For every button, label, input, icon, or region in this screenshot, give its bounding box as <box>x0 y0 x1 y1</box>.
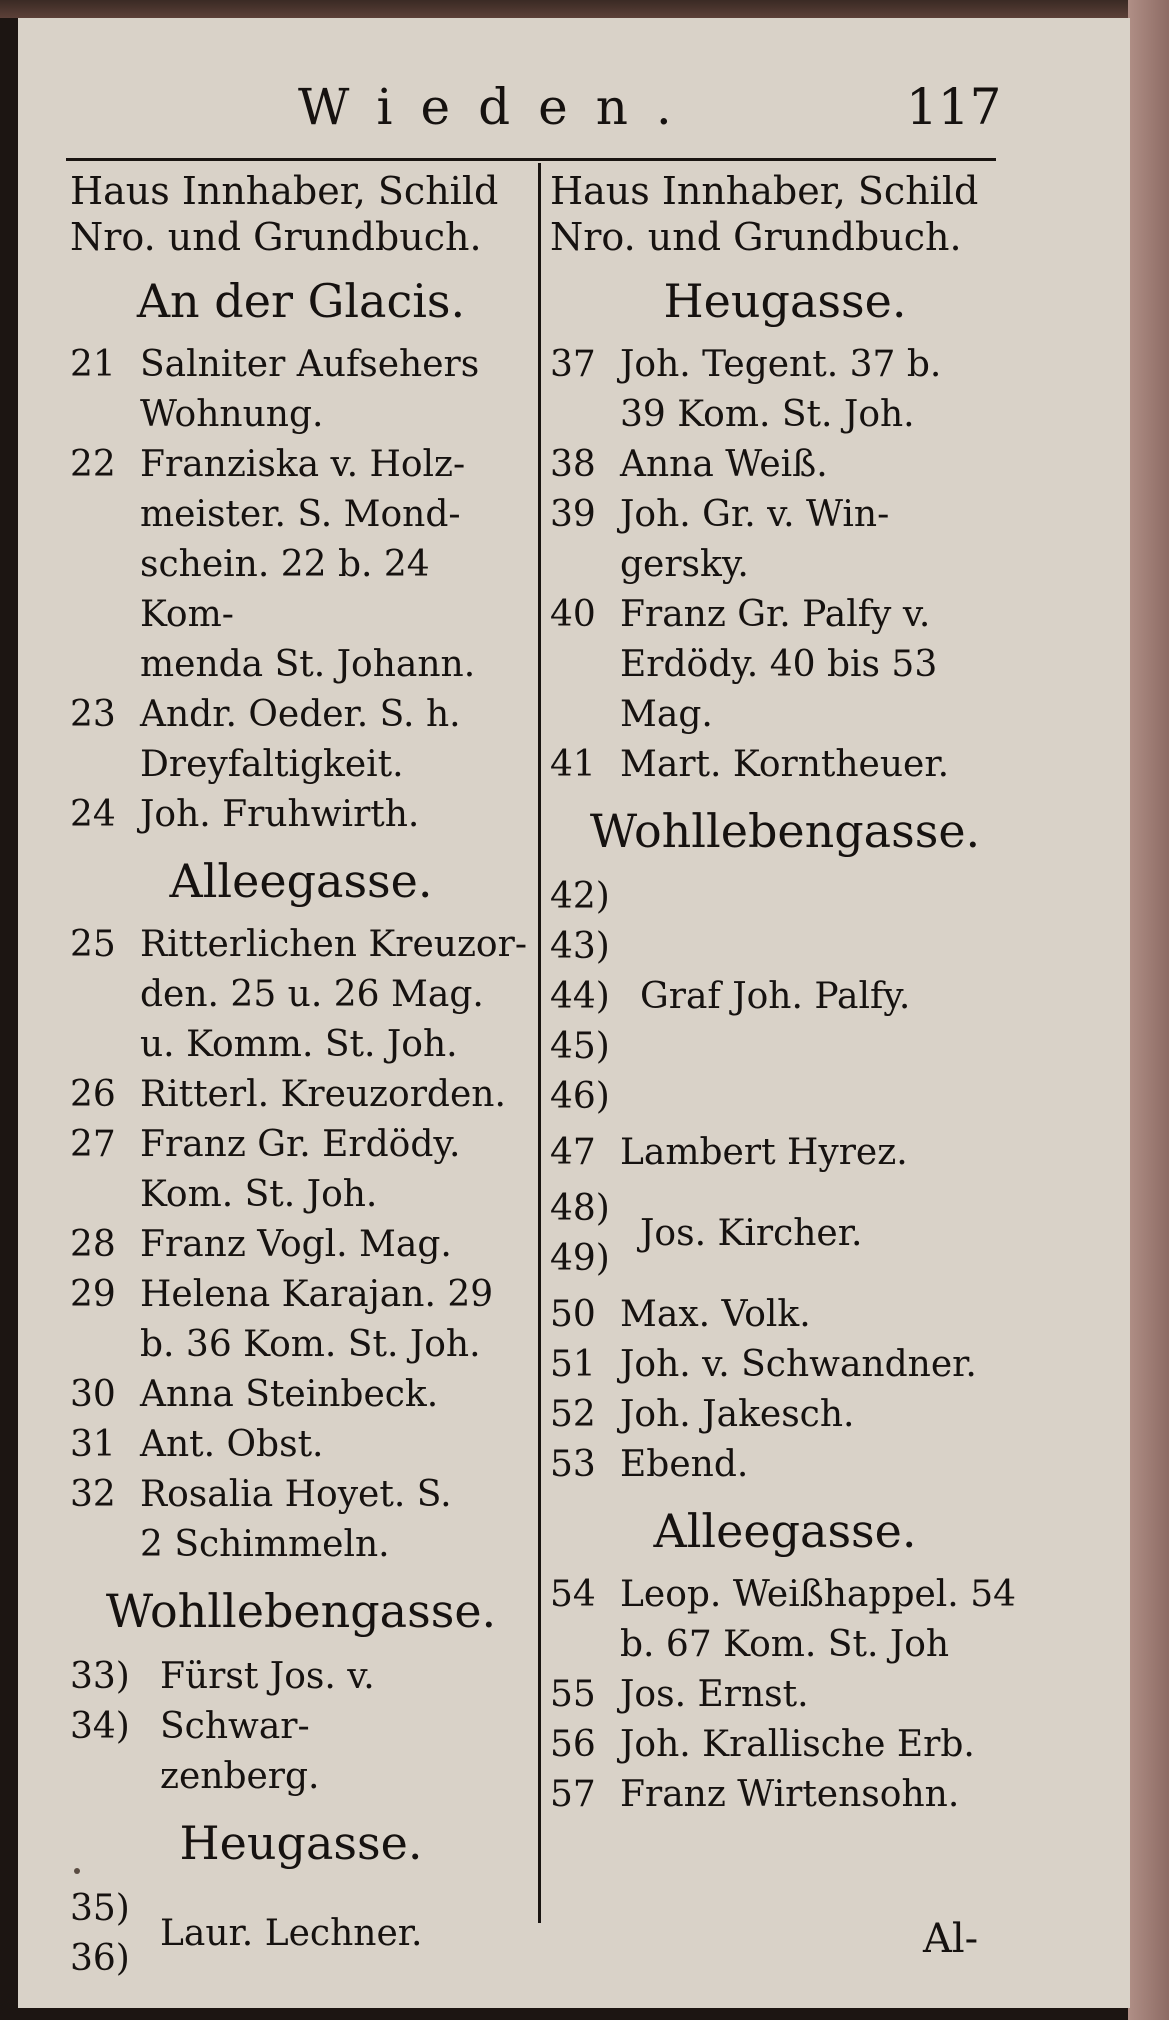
entry-line: Wohnung. <box>140 394 324 435</box>
register-entry <box>550 1390 1020 1440</box>
entry-line: Jos. Ernst. <box>620 1674 809 1715</box>
house-number: 28 <box>70 1224 116 1265</box>
entry-line: Ritterlichen Kreuzor- <box>140 924 527 965</box>
entry-line: Fürst Jos. v. Schwar- <box>160 1656 375 1747</box>
entry-line: Andr. Oeder. S. h. <box>140 694 461 735</box>
register-entry <box>70 1370 532 1420</box>
house-number-group <box>550 872 640 1122</box>
grouped-entry <box>550 1184 1020 1284</box>
register-entry <box>550 490 1020 590</box>
register-entry <box>70 1420 532 1470</box>
entry-line: Dreyfaltigkeit. <box>140 744 404 785</box>
register-entry <box>550 1440 1020 1490</box>
house-number: 36) <box>70 1938 130 1979</box>
house-number: 35) <box>70 1888 130 1929</box>
entry-line: Mart. Korntheuer. <box>620 744 950 785</box>
entry-line: Joh. Tegent. 37 b. <box>620 344 942 385</box>
house-number: 30 <box>70 1374 116 1415</box>
house-number: 23 <box>70 694 116 735</box>
ink-smudge <box>74 1868 80 1874</box>
entry-text <box>140 1420 532 1470</box>
house-number: 53 <box>550 1444 596 1485</box>
entry-line: gersky. <box>620 544 749 585</box>
left-column <box>70 168 532 1990</box>
column-divider <box>538 163 541 1923</box>
street-heading: Wohllebengasse. <box>589 804 981 858</box>
register-entry <box>70 690 532 790</box>
entry-line: schein. 22 b. 24 Kom- <box>140 544 430 635</box>
entry-text <box>140 340 532 440</box>
house-number: 50 <box>550 1294 596 1335</box>
house-number: 47 <box>550 1132 596 1173</box>
entry-line: Joh. v. Schwandner. <box>620 1344 977 1385</box>
entry-text <box>620 590 1020 740</box>
entry-line: Joh. Krallische Erb. <box>620 1724 975 1765</box>
register-entry <box>550 1290 1020 1340</box>
entry-text <box>160 1884 532 1984</box>
catchword: Al- <box>923 1916 979 1962</box>
house-number: 48) <box>550 1188 610 1229</box>
house-number: 34) <box>70 1706 130 1747</box>
entry-line: Joh. Jakesch. <box>620 1394 855 1435</box>
entry-text <box>140 1270 532 1370</box>
register-entry <box>550 1128 1020 1178</box>
entry-line: b. 67 Kom. St. Joh <box>620 1624 950 1665</box>
entry-text <box>620 340 1020 440</box>
entry-text <box>620 1128 1020 1178</box>
entry-text <box>620 490 1020 590</box>
entry-text <box>640 872 1020 1122</box>
house-number: 57 <box>550 1774 596 1815</box>
grouped-entry <box>70 1884 532 1984</box>
register-entry <box>550 440 1020 490</box>
house-number: 40 <box>550 594 596 635</box>
entry-line: Franz Vogl. Mag. <box>140 1224 452 1265</box>
entry-line: u. Komm. St. Joh. <box>140 1024 458 1065</box>
entry-line: Joh. Gr. v. Win- <box>620 494 890 535</box>
entry-line: Jos. Kircher. <box>640 1213 863 1254</box>
house-number: 39 <box>550 494 596 535</box>
entry-text <box>620 1570 1020 1670</box>
entry-text <box>620 440 1020 490</box>
entry-lines <box>160 1652 532 1802</box>
book-top-edge <box>0 0 1169 18</box>
entry-line: Leop. Weißhappel. 54 <box>620 1574 1016 1615</box>
entry-lines <box>640 972 910 1022</box>
entry-line: Laur. Lechner. <box>160 1913 423 1954</box>
house-number: 44) <box>550 976 610 1017</box>
entry-text <box>620 1390 1020 1440</box>
register-entry <box>550 590 1020 740</box>
entry-line: Erdödy. 40 bis 53 <box>620 644 938 685</box>
house-number-group <box>550 1184 640 1284</box>
house-number-group <box>70 1884 160 1984</box>
entry-text <box>620 1770 1020 1820</box>
house-number: 26 <box>70 1074 116 1115</box>
register-entry <box>550 1720 1020 1770</box>
entry-text <box>620 1340 1020 1390</box>
entry-text <box>620 1290 1020 1340</box>
entry-line: Graf Joh. Palfy. <box>640 976 911 1017</box>
street-heading: Alleegasse. <box>169 854 433 908</box>
register-entry <box>70 1270 532 1370</box>
register-entry <box>70 1120 532 1220</box>
entry-text <box>140 1370 532 1420</box>
house-number: 51 <box>550 1344 596 1385</box>
house-number: 31 <box>70 1424 116 1465</box>
house-number: 41 <box>550 744 596 785</box>
house-number: 42) <box>550 876 610 917</box>
house-number: 56 <box>550 1724 596 1765</box>
entry-text <box>140 920 532 1070</box>
entry-line: Rosalia Hoyet. S. <box>140 1474 452 1515</box>
entry-text <box>620 1720 1020 1770</box>
register-entry <box>550 1670 1020 1720</box>
entry-line: Franz Gr. Erdödy. <box>140 1124 461 1165</box>
entry-text <box>140 1220 532 1270</box>
column-header-line-1: Haus Innhaber, Schild <box>70 169 499 213</box>
register-entry <box>550 1570 1020 1670</box>
book-page <box>18 18 1130 2008</box>
street-heading: Wohllebengasse. <box>105 1584 497 1638</box>
entry-lines <box>640 1209 862 1259</box>
register-entry <box>550 1340 1020 1390</box>
house-number: 32 <box>70 1474 116 1515</box>
house-number: 37 <box>550 344 596 385</box>
register-entry <box>70 1220 532 1270</box>
entry-line: Ebend. <box>620 1444 749 1485</box>
register-entry <box>70 1470 532 1570</box>
entry-line: Franziska v. Holz- <box>140 444 466 485</box>
entry-line: zenberg. <box>160 1756 320 1797</box>
street-heading: Heugasse. <box>663 274 907 328</box>
entry-line: Franz Gr. Palfy v. <box>620 594 931 635</box>
entry-text <box>140 690 532 790</box>
column-header-line-2: Nro. und Grundbuch. <box>550 215 962 259</box>
register-entry <box>550 340 1020 440</box>
entry-line: menda St. Johann. <box>140 644 476 685</box>
register-entry <box>550 1770 1020 1820</box>
page-number: 117 <box>906 78 1002 136</box>
entry-text <box>620 740 1020 790</box>
entry-line: Joh. Fruhwirth. <box>140 794 420 835</box>
register-entry <box>70 790 532 840</box>
register-entry <box>70 440 532 690</box>
house-number: 55 <box>550 1674 596 1715</box>
entry-text <box>140 1120 532 1220</box>
entry-text <box>140 1070 532 1120</box>
register-entry <box>70 920 532 1070</box>
entry-text <box>620 1670 1020 1720</box>
house-number: 24 <box>70 794 116 835</box>
entry-text <box>140 1470 532 1570</box>
house-number: 29 <box>70 1274 116 1315</box>
house-number: 54 <box>550 1574 596 1615</box>
grouped-entry <box>70 1652 532 1802</box>
header-rule <box>66 158 996 161</box>
street-heading: An der Glacis. <box>136 274 466 328</box>
house-number: 38 <box>550 444 596 485</box>
running-title: Wieden. <box>298 78 700 136</box>
entry-lines <box>160 1909 422 1959</box>
entry-line: Anna Weiß. <box>620 444 828 485</box>
entry-line: b. 36 Kom. St. Joh. <box>140 1324 481 1365</box>
entry-line: den. 25 u. 26 Mag. <box>140 974 484 1015</box>
entry-line: Ant. Obst. <box>140 1424 324 1465</box>
entry-line: Anna Steinbeck. <box>140 1374 439 1415</box>
house-number: 33) <box>70 1656 130 1697</box>
house-number: 22 <box>70 444 116 485</box>
register-entry <box>550 740 1020 790</box>
register-entry <box>70 1070 532 1120</box>
entry-text <box>140 790 532 840</box>
entry-line: Ritterl. Kreuzorden. <box>140 1074 506 1115</box>
right-column <box>550 168 1020 1820</box>
house-number: 52 <box>550 1394 596 1435</box>
entry-line: Kom. St. Joh. <box>140 1174 378 1215</box>
house-number: 45) <box>550 1026 610 1067</box>
entry-line: 2 Schimmeln. <box>140 1524 390 1565</box>
street-heading: Alleegasse. <box>653 1504 917 1558</box>
entry-line: Max. Volk. <box>620 1294 811 1335</box>
street-heading: Heugasse. <box>179 1816 423 1870</box>
entry-line: meister. S. Mond- <box>140 494 461 535</box>
entry-text <box>160 1652 532 1802</box>
house-number: 27 <box>70 1124 116 1165</box>
house-number: 46) <box>550 1076 610 1117</box>
house-number: 25 <box>70 924 116 965</box>
entry-text <box>620 1440 1020 1490</box>
house-number: 21 <box>70 344 116 385</box>
entry-line: Salniter Aufsehers <box>140 344 480 385</box>
entry-text <box>140 440 532 690</box>
house-number-group <box>70 1652 160 1802</box>
entry-line: Helena Karajan. 29 <box>140 1274 494 1315</box>
column-header-line-1: Haus Innhaber, Schild <box>550 169 979 213</box>
grouped-entry <box>550 872 1020 1122</box>
register-entry <box>70 340 532 440</box>
house-number: 49) <box>550 1238 610 1279</box>
entry-line: Lambert Hyrez. <box>620 1132 908 1173</box>
entry-text <box>640 1184 1020 1284</box>
book-right-edge <box>1128 0 1169 2020</box>
column-header-line-2: Nro. und Grundbuch. <box>70 215 482 259</box>
entry-line: 39 Kom. St. Joh. <box>620 394 915 435</box>
entry-line: Franz Wirtensohn. <box>620 1774 960 1815</box>
house-number: 43) <box>550 926 610 967</box>
entry-line: Mag. <box>620 694 713 735</box>
